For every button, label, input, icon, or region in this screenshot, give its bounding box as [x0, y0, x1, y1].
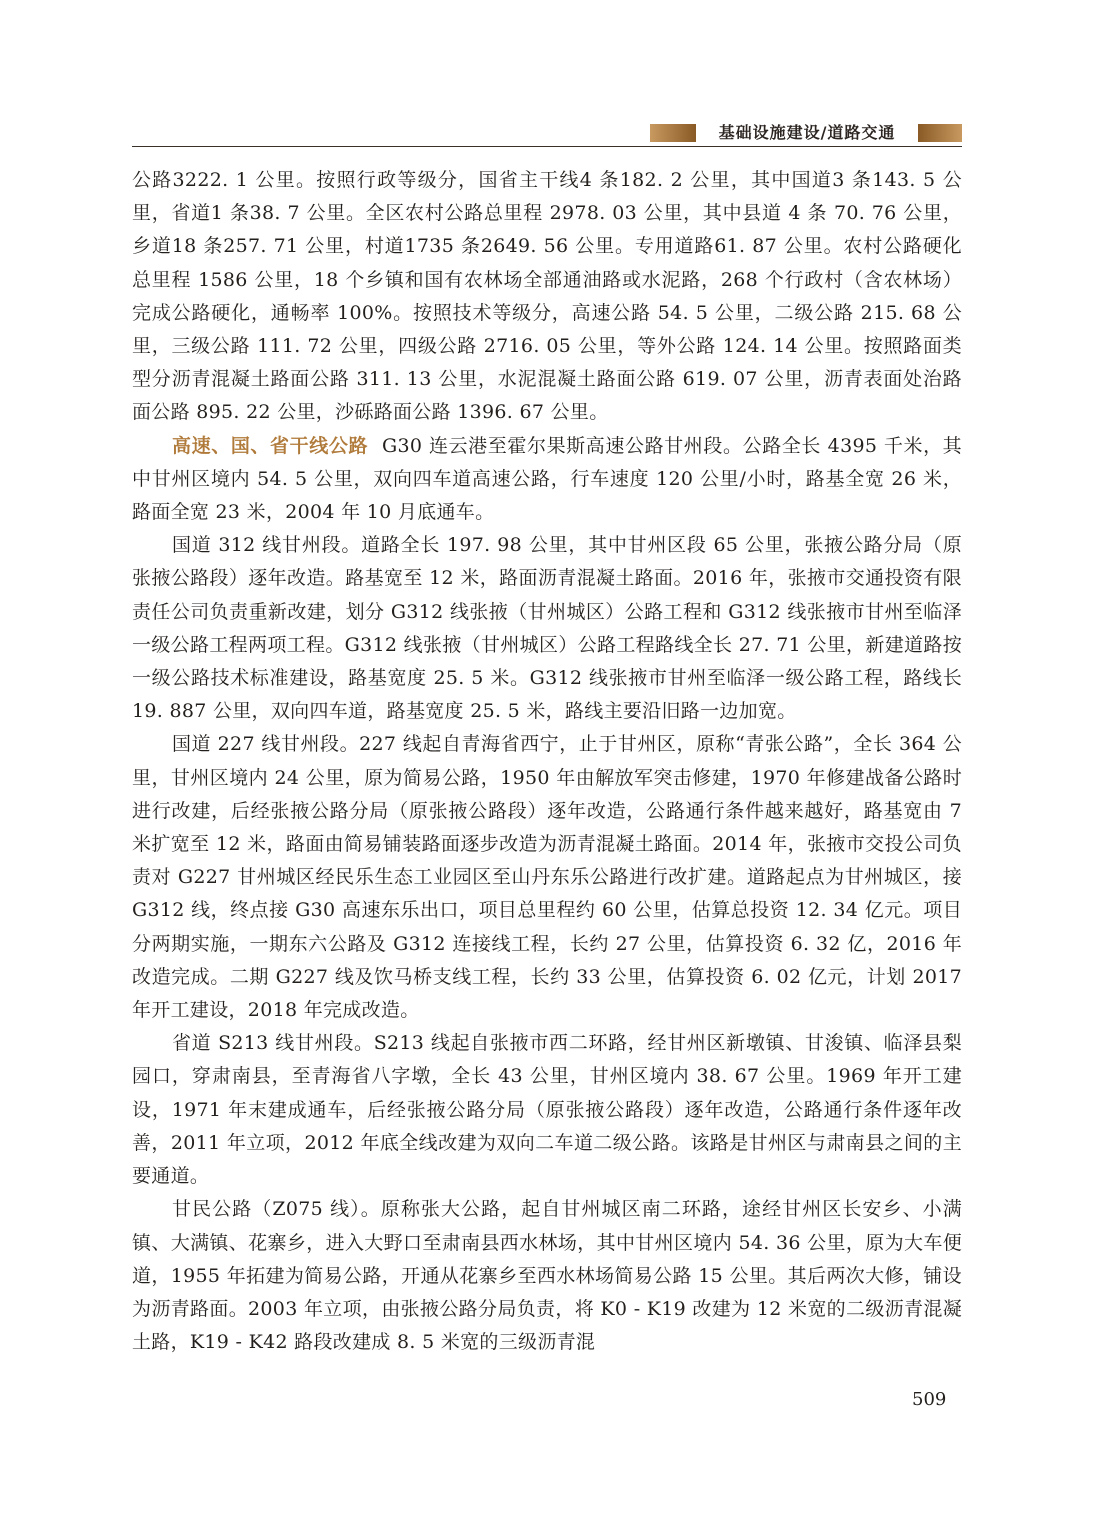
paragraph: [132, 529, 962, 728]
section-lead-heading: 高速、国、省干线公路: [172, 434, 369, 457]
header-decor-band-left: [650, 124, 696, 142]
paragraph: [132, 1027, 962, 1193]
paragraph: [132, 430, 962, 530]
paragraph: [132, 728, 962, 1027]
header-title: 基础设施建设/道路交通: [718, 123, 896, 142]
header-decor-band-right: [918, 124, 962, 142]
paragraph-text: G30 连云港至霍尔果斯高速公路甘州段。公路全长 4395 千米，其中甘州区境内 54. 5 公里，双向四车道高速公路，行车速度 120 公里/小时，路基全宽 26 米，路面全宽 23 米，2004 年 10 月底通车。: [132, 434, 962, 524]
page-number: 509: [912, 1389, 947, 1410]
paragraph-text: 公路3222. 1 公里。按照行政等级分，国省主干线4 条182. 2 公里，其中国道3 条143. 5 公里，省道1 条38. 7 公里。全区农村公路总里程 2978. 03 公里，其中县道 4 条 70. 76 公里，乡道18 条257. 71 公里，村道1735 条2649. 56 公里。专用道路61. 87 公里。农村公路硬化总里程 1586 公里，18 个乡镇和国有农林场全部通油路或水泥路，268 个行政村（含农林场）完成公路硬化，通畅率 100%。按照技术等级分，高速公路 54. 5 公里，二级公路 215. 68 公里，三级公路 111. 72 公里，四级公路 2716. 05 公里，等外公路 124. 14 公里。按照路面类型分沥青混凝土路面公路 311. 13 公里，水泥混凝土路面公路 619. 07 公里，沥青表面处治路面公路 895. 22 公里，沙砾路面公路 1396. 67 公里。: [132, 169, 962, 424]
paragraph: [132, 164, 962, 430]
header-rule: [132, 146, 962, 147]
paragraph-text: 国道 227 线甘州段。227 线起自青海省西宁，止于甘州区，原称“青张公路”，全长 364 公里，甘州区境内 24 公里，原为简易公路，1950 年由解放军突击修建，1970 年修建战备公路时进行改建，后经张掖公路分局（原张掖公路段）逐年改造，公路通行条件越来越好，路基宽由 7 米扩宽至 12 米，路面由简易铺装路面逐步改造为沥青混凝土路面。2014 年，张掖市交投公司负责对 G227 甘州城区经民乐生态工业园区至山丹东乐公路进行改扩建。道路起点为甘州城区，接 G312 线，终点接 G30 高速东乐出口，项目总里程约 60 公里，估算总投资 12. 34 亿元。项目分两期实施，一期东六公路及 G312 连接线工程，长约 27 公里，估算投资 6. 32 亿，2016 年改造完成。二期 G227 线及饮马桥支线工程，长约 33 公里，估算投资 6. 02 亿元，计划 2017 年开工建设，2018 年完成改造。: [132, 733, 962, 1022]
paragraph-text: 省道 S213 线甘州段。S213 线起自张掖市西二环路，经甘州区新墩镇、甘浚镇、临泽县梨园口，穿肃南县，至青海省八字墩，全长 43 公里，甘州区境内 38. 67 公里。1969 年开工建设，1971 年末建成通车，后经张掖公路分局（原张掖公路段）逐年改造，公路通行条件逐年改善，2011 年立项，2012 年底全线改建为双向二车道二级公路。该路是甘州区与肃南县之间的主要通道。: [132, 1032, 962, 1188]
page-header: [0, 118, 1093, 148]
paragraph-text: 国道 312 线甘州段。道路全长 197. 98 公里，其中甘州区段 65 公里，张掖公路分局（原张掖公路段）逐年改造。路基宽至 12 米，路面沥青混凝土路面。2016 年，张掖市交通投资有限责任公司负责重新改建，划分 G312 线张掖（甘州城区）公路工程和 G312 线张掖市甘州至临泽一级公路工程两项工程。G312 线张掖（甘州城区）公路工程路线全长 27. 71 公里，新建道路按一级公路技术标准建设，路基宽度 25. 5 米。G312 线张掖市甘州至临泽一级公路工程，路线长 19. 887 公里，双向四车道，路基宽度 25. 5 米，路线主要沿旧路一边加宽。: [132, 534, 962, 723]
paragraph: [132, 1193, 962, 1359]
paragraph-text: 甘民公路（Z075 线）。原称张大公路，起自甘州城区南二环路，途经甘州区长安乡、小满镇、大满镇、花寨乡，进入大野口至肃南县西水林场，其中甘州区境内 54. 36 公里，原为大车便道，1955 年拓建为简易公路，开通从花寨乡至西水林场简易公路 15 公里。其后两次大修，铺设为沥青路面。2003 年立项，由张掖公路分局负责，将 K0 - K19 改建为 12 米宽的二级沥青混凝土路，K19 - K42 路段改建成 8. 5 米宽的三级沥青混: [132, 1198, 962, 1354]
body-text: [132, 164, 962, 1359]
